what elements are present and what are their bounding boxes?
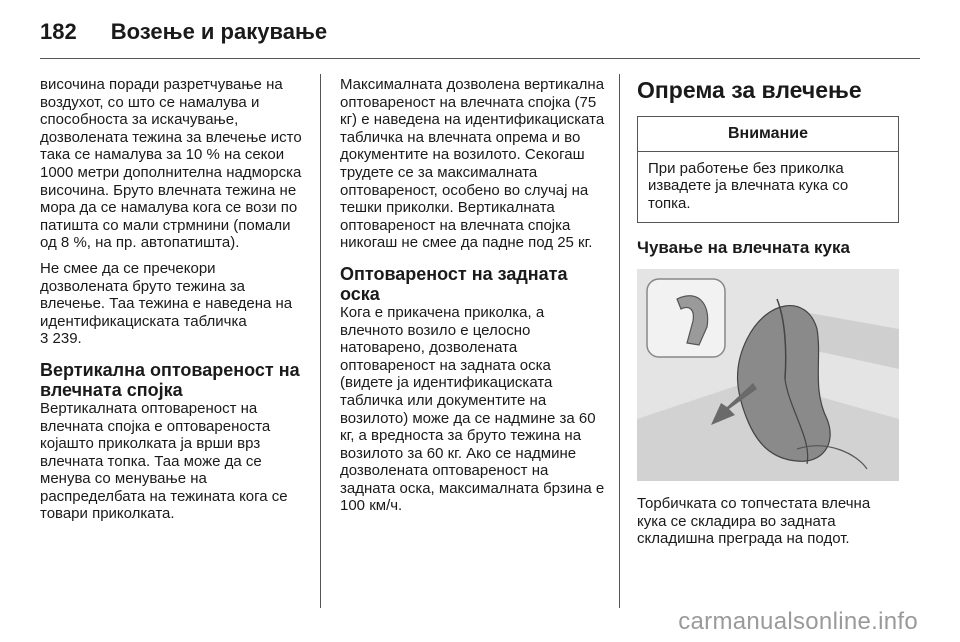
paragraph-rear-axle-load: Кога е прикачена приколка, а влечното возило е целосно натоварено, дозволената оптовареност на задната оска (видете ја идентификациската табличка или документите на возилото) може да се надмине за 60 кг, а вредноста за бруто тежина на возилото за 60 кг. Ако се надмине дозволената оптовареност на задната оска, максималната брзина е 100 км/ч. [340, 303, 605, 515]
paragraph-max-vertical-load: Максималната дозволена вертикална оптовареност на влечната спојка (75 кг) е наведена на идентификациската табличка на влечната опрема и во документите на возилото. Секогаш трудете се за максималната оптовареност, особено во случај на тешки приколки. Вертикалната оптовареност на влечната спојка никогаш не смее да падне под 25 кг. [340, 76, 605, 252]
column-divider-1 [320, 74, 321, 608]
paragraph-gross-weight [40, 260, 305, 348]
heading-vertical-load: Вертикална оптовареност на влечната спојка [40, 359, 300, 400]
warning-title: Внимание [638, 117, 898, 152]
watermark-text: carmanualsonline.info [678, 608, 918, 635]
paragraph-altitude: височина поради разретчување на воздухот, со што се намалува и способноста за искачување, дозволената тежина за влечење исто така се намалува за 10 % на секои 1000 метри дополнителна надморска височина. Бруто влечната тежина не мора да се намалува кога се вози по патишта со мали стрмнини (помали од 8 %, на пр. автопатишта). [40, 76, 302, 252]
header-divider [40, 58, 920, 59]
tow-hook-bag-drawing [637, 269, 899, 481]
column-divider-2 [619, 74, 620, 608]
column-2 [340, 76, 605, 523]
page-reference-link[interactable]: 3 239. [40, 330, 82, 348]
column-1 [40, 76, 305, 531]
heading-rear-axle-load: Оптовареност на задната оска [340, 263, 568, 304]
warning-text: При работење без приколка извадете ја влечната кука со топка. [648, 159, 849, 212]
paragraph-gross-weight-text: Не смее да се пречекори дозволената бруто тежина за влечење. Таа тежина е наведена на идентификациската табличка [40, 259, 293, 330]
tow-hook-storage-illustration [637, 269, 899, 481]
warning-box [637, 116, 899, 223]
page-header [40, 12, 327, 52]
paragraph-vertical-load: Вертикалната оптовареност на влечната спојка е оптовареноста којашто приколката ја врши врз влечната топка. Таа може да се менува со менување на распределбата на тежината кога се товари приколката. [40, 399, 288, 523]
figure-caption: Торбичката со топчестата влечна кука се складира во задната складишна преграда на подот. [637, 494, 871, 548]
column-3 [637, 74, 899, 548]
detail-inset [647, 279, 725, 357]
page-title: Возење и ракување [110, 19, 328, 44]
page-number: 182 [40, 19, 77, 44]
section-heading-towing-equipment: Опрема за влечење [637, 77, 862, 103]
subheading-storing-hook: Чување на влечната кука [637, 238, 850, 258]
